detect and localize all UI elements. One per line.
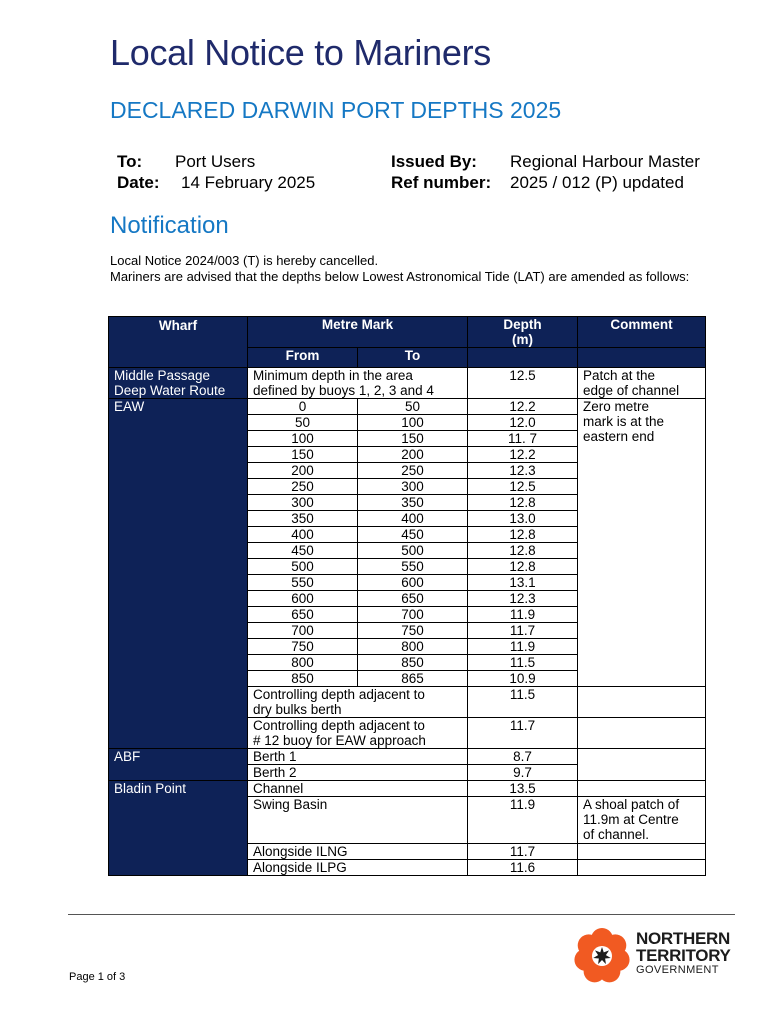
depth-cell: 9.7: [468, 765, 578, 781]
to-cell: 100: [358, 415, 468, 431]
to-cell: 350: [358, 495, 468, 511]
to-cell: 750: [358, 623, 468, 639]
depth-cell: 12.5: [468, 368, 578, 399]
comment-cell: [578, 844, 706, 860]
from-cell: 150: [248, 447, 358, 463]
section-title: Notification: [110, 212, 229, 239]
from-cell: 200: [248, 463, 358, 479]
description-cell: Alongside ILPG: [248, 860, 468, 876]
depth-cell: 11.7: [468, 623, 578, 639]
to-cell: 150: [358, 431, 468, 447]
comment-cell: [578, 687, 706, 718]
to-cell: 850: [358, 655, 468, 671]
intro-line-1: Local Notice 2024/003 (T) is hereby cancelled.: [110, 253, 379, 268]
from-cell: 250: [248, 479, 358, 495]
from-cell: 350: [248, 511, 358, 527]
description-cell: Berth 2: [248, 765, 468, 781]
depth-cell: 12.0: [468, 415, 578, 431]
comment-cell: Patch at the edge of channel: [578, 368, 706, 399]
table-row: [109, 781, 706, 797]
comment-cell: [578, 781, 706, 797]
logo-line-1: NORTHERN: [636, 929, 730, 948]
header-metre-mark: Metre Mark: [248, 317, 468, 348]
page-subtitle: DECLARED DARWIN PORT DEPTHS 2025: [110, 97, 562, 123]
wharf-cell: ABF: [109, 749, 248, 781]
depth-cell: 11. 7: [468, 431, 578, 447]
ref-number-value: 2025 / 012 (P) updated: [510, 173, 684, 192]
depth-cell: 11.9: [468, 639, 578, 655]
header-from: From: [248, 348, 358, 368]
header-comment: Comment: [578, 317, 706, 348]
to-cell: 600: [358, 575, 468, 591]
notice-meta-right: [391, 151, 700, 193]
depth-cell: 13.5: [468, 781, 578, 797]
header-depth-blank: [468, 348, 578, 368]
header-comment-blank: [578, 348, 706, 368]
from-cell: 500: [248, 559, 358, 575]
from-cell: 650: [248, 607, 358, 623]
depth-cell: 12.3: [468, 591, 578, 607]
depth-cell: 12.8: [468, 559, 578, 575]
depth-cell: 8.7: [468, 749, 578, 765]
comment-cell: [578, 860, 706, 876]
depth-cell: 13.0: [468, 511, 578, 527]
to-cell: 400: [358, 511, 468, 527]
depth-cell: 12.8: [468, 527, 578, 543]
to-cell: 50: [358, 399, 468, 415]
to-cell: 865: [358, 671, 468, 687]
wharf-cell: EAW: [109, 399, 248, 749]
to-label: To:: [117, 152, 143, 171]
depth-cell: 11.6: [468, 860, 578, 876]
depth-cell: 11.7: [468, 844, 578, 860]
from-cell: 750: [248, 639, 358, 655]
page-title: Local Notice to Mariners: [110, 32, 491, 73]
table-row: [109, 399, 706, 415]
from-cell: 850: [248, 671, 358, 687]
depth-cell: 12.8: [468, 543, 578, 559]
to-cell: 650: [358, 591, 468, 607]
intro-line-2: Mariners are advised that the depths below Lowest Astronomical Tide (LAT) are amended as follows:: [110, 269, 690, 284]
header-depth: Depth (m): [468, 317, 578, 348]
from-cell: 100: [248, 431, 358, 447]
from-cell: 700: [248, 623, 358, 639]
from-cell: 600: [248, 591, 358, 607]
description-cell: Berth 1: [248, 749, 468, 765]
to-cell: 500: [358, 543, 468, 559]
issued-by-label: Issued By:: [391, 152, 477, 171]
to-cell: 250: [358, 463, 468, 479]
depth-cell: 11.9: [468, 797, 578, 844]
depth-cell: 11.7: [468, 718, 578, 749]
from-cell: 50: [248, 415, 358, 431]
logo-text: [636, 930, 731, 976]
description-cell: Controlling depth adjacent to # 12 buoy for EAW approach: [248, 718, 468, 749]
from-cell: 800: [248, 655, 358, 671]
depth-cell: 12.2: [468, 399, 578, 415]
comment-cell: Zero metre mark is at the eastern end: [578, 399, 706, 687]
depth-cell: 11.9: [468, 607, 578, 623]
depth-cell: 11.5: [468, 687, 578, 718]
depth-cell: 10.9: [468, 671, 578, 687]
table-row: [109, 368, 706, 399]
logo-line-2: TERRITORY: [636, 946, 731, 965]
date-label: Date:: [117, 173, 160, 192]
to-cell: 200: [358, 447, 468, 463]
description-cell: Alongside ILNG: [248, 844, 468, 860]
wharf-cell: Middle Passage Deep Water Route: [109, 368, 248, 399]
depth-cell: 12.8: [468, 495, 578, 511]
logo-line-3: GOVERNMENT: [636, 964, 719, 976]
notice-meta-left: [117, 151, 315, 193]
to-cell: 550: [358, 559, 468, 575]
depth-cell: 12.5: [468, 479, 578, 495]
ref-number-label: Ref number:: [391, 173, 492, 192]
from-cell: 400: [248, 527, 358, 543]
wharf-cell: Bladin Point: [109, 781, 248, 876]
port-depths-table: [108, 316, 706, 876]
depth-cell: 12.3: [468, 463, 578, 479]
to-cell: 300: [358, 479, 468, 495]
from-cell: 0: [248, 399, 358, 415]
comment-cell: [578, 718, 706, 749]
to-value: Port Users: [175, 152, 256, 171]
to-cell: 700: [358, 607, 468, 623]
nt-government-logo: [572, 926, 742, 986]
description-cell: Swing Basin: [248, 797, 468, 844]
issued-by-value: Regional Harbour Master: [510, 152, 700, 171]
to-cell: 450: [358, 527, 468, 543]
date-value: 14 February 2025: [181, 173, 316, 192]
from-cell: 550: [248, 575, 358, 591]
description-cell: Controlling depth adjacent to dry bulks berth: [248, 687, 468, 718]
header-wharf: Wharf: [109, 317, 248, 368]
from-cell: 450: [248, 543, 358, 559]
depth-cell: 12.2: [468, 447, 578, 463]
description-cell: Channel: [248, 781, 468, 797]
description-cell: Minimum depth in the area defined by buoys 1, 2, 3 and 4: [248, 368, 468, 399]
comment-cell: [578, 749, 706, 781]
to-cell: 800: [358, 639, 468, 655]
table-body: [109, 368, 706, 876]
nt-flower-logo-icon: [572, 926, 632, 986]
table-row: [109, 749, 706, 765]
depth-cell: 13.1: [468, 575, 578, 591]
header-to: To: [358, 348, 468, 368]
page-number: Page 1 of 3: [69, 971, 126, 983]
comment-cell: A shoal patch of 11.9m at Centre of channel.: [578, 797, 706, 844]
depth-cell: 11.5: [468, 655, 578, 671]
footer-divider: [68, 914, 735, 915]
intro-text: [110, 253, 700, 285]
from-cell: 300: [248, 495, 358, 511]
